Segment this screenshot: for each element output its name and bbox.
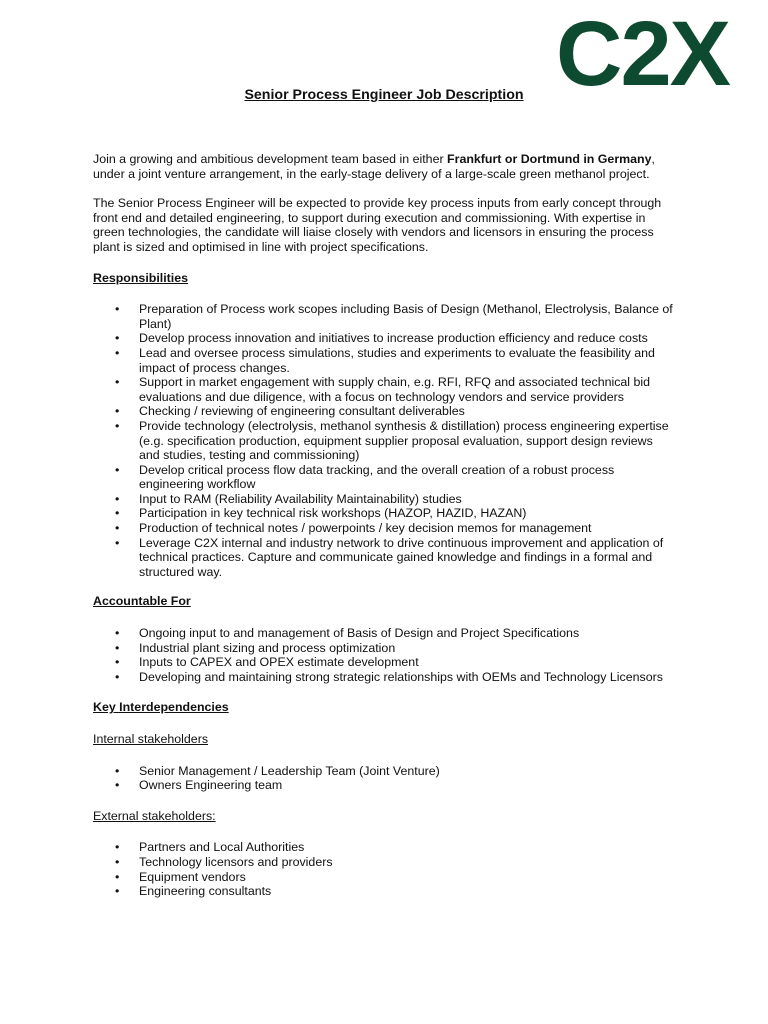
accountable-list (93, 626, 673, 684)
internal-stakeholders-heading: Internal stakeholders (93, 732, 209, 746)
intro-text-end: , under a joint venture arrangement, in the early-stage delivery of a large-scale green methanol project. (93, 152, 655, 181)
intro-paragraph-1 (93, 152, 673, 181)
list-item: • Owners Engineering team (93, 778, 673, 793)
list-item: • Engineering consultants (93, 884, 673, 899)
list-item: • Develop process innovation and initiatives to increase production efficiency and reduce costs (93, 331, 673, 346)
external-stakeholders-heading: External stakeholders: (93, 808, 216, 823)
list-item: • Lead and oversee process simulations, studies and experiments to evaluate the feasibility and impact of process changes. (93, 346, 673, 375)
responsibilities-heading: Responsibilities (93, 270, 189, 285)
list-item: • Senior Management / Leadership Team (Joint Venture) (93, 764, 673, 779)
list-item: • Participation in key technical risk workshops (HAZOP, HAZID, HAZAN) (93, 506, 673, 521)
list-item: • Ongoing input to and management of Basis of Design and Project Specifications (93, 626, 673, 641)
page-title: Senior Process Engineer Job Description (244, 87, 524, 103)
list-item: • Provide technology (electrolysis, methanol synthesis & distillation) process engineering expertise (e.g. specification production, equipment supplier proposal evaluation, support design reviews and studies, testing and commissioning) (93, 419, 673, 463)
list-item: • Inputs to CAPEX and OPEX estimate development (93, 655, 673, 670)
list-item: • Checking / reviewing of engineering consultant deliverables (93, 404, 673, 419)
list-item: • Technology licensors and providers (93, 855, 673, 870)
list-item: • Support in market engagement with supply chain, e.g. RFI, RFQ and associated technical bid evaluations and due diligence, with a focus on technology vendors and service providers (93, 375, 673, 404)
c2x-logo: C2X (556, 3, 729, 105)
responsibilities-list (93, 302, 673, 579)
internal-stakeholders-list (93, 764, 673, 793)
list-item: • Developing and maintaining strong strategic relationships with OEMs and Technology Licensors (93, 670, 673, 685)
list-item: • Leverage C2X internal and industry network to drive continuous improvement and application of technical practices. Capture and communicate gained knowledge and findings in a formal and structured way. (93, 536, 673, 580)
list-item: • Equipment vendors (93, 870, 673, 885)
interdependencies-heading: Key Interdependencies (93, 700, 229, 715)
list-item: • Input to RAM (Reliability Availability Maintainability) studies (93, 492, 673, 507)
list-item: • Production of technical notes / powerpoints / key decision memos for management (93, 521, 673, 536)
list-item: • Develop critical process flow data tracking, and the overall creation of a robust process engineering workflow (93, 463, 673, 492)
document-body (93, 152, 673, 899)
accountable-heading: Accountable For (93, 594, 191, 609)
intro-paragraph-2: The Senior Process Engineer will be expected to provide key process inputs from early concept through front end and detailed engineering, to support during execution and commissioning. With expertise in green technologies, the candidate will liaise closely with vendors and licensors in ensuring the process plant is sized and optimised in line with project specifications. (93, 196, 662, 254)
list-item: • Industrial plant sizing and process optimization (93, 641, 673, 656)
list-item: • Partners and Local Authorities (93, 840, 673, 855)
intro-text-start: Join a growing and ambitious development team based in either (93, 152, 448, 166)
external-stakeholders-list (93, 840, 673, 898)
list-item: • Preparation of Process work scopes including Basis of Design (Methanol, Electrolysis, Balance of Plant) (93, 302, 673, 331)
intro-location: Frankfurt or Dortmund in Germany (447, 152, 652, 166)
